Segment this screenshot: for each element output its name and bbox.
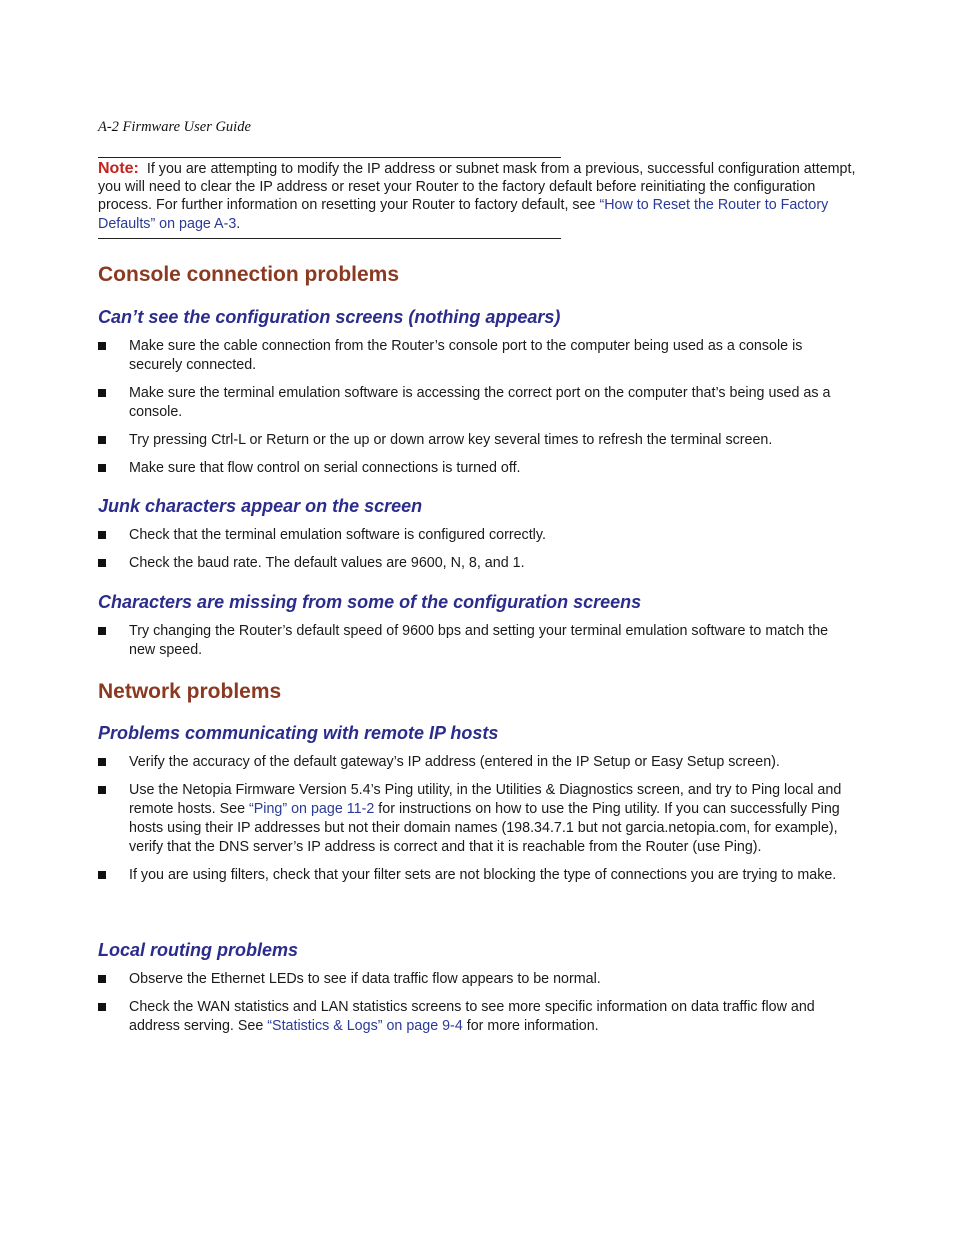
list-item <box>98 554 858 573</box>
list-item-text-cont: for instructions on how to use the Ping utility. If you can successfully Ping hosts using their IP addresses but not their domain names (198.34.7.1 but not garcia.netopia.com, for example), verify that the DNS server’s IP address is correct and that it is reachable from the Router (use Ping). <box>129 801 840 855</box>
bullet-square-icon <box>98 436 106 444</box>
note-suffix: . <box>236 215 241 232</box>
note-text <box>98 158 858 238</box>
list-item-text: Try changing the Router’s default speed of 9600 bps and setting your terminal emulation software to match the new speed. <box>129 623 829 658</box>
bullet-square-icon <box>98 786 106 794</box>
list-item <box>98 431 858 450</box>
list-item-text: Check the baud rate. The default values are 9600, N, 8, and 1. <box>129 555 525 571</box>
list-item-text: Observe the Ethernet LEDs to see if data traffic flow appears to be normal. <box>129 971 601 987</box>
bullet-square-icon <box>98 342 106 350</box>
heading-characters-missing: Characters are missing from some of the configuration screens <box>98 592 642 612</box>
list-junk-characters <box>98 526 858 582</box>
list-item-text: Verify the accuracy of the default gateway’s IP address (entered in the IP Setup or Easy Setup screen). <box>129 754 780 770</box>
note-label: Note: <box>98 160 139 177</box>
heading-local-routing-problems: Local routing problems <box>98 940 299 960</box>
note-bottom-rule <box>98 238 561 239</box>
list-item <box>98 337 858 375</box>
list-item <box>98 526 858 545</box>
list-item-text: If you are using filters, check that your filter sets are not blocking the type of connections you are trying to make. <box>129 867 837 883</box>
list-item <box>98 384 858 422</box>
list-item-text-cont: for more information. <box>462 1018 599 1034</box>
bullet-square-icon <box>98 627 106 635</box>
heading-console-connection-problems: Console connection problems <box>98 263 400 286</box>
list-item <box>98 753 858 772</box>
list-item-text: Check the WAN statistics and LAN statistics screens to see more specific information on data traffic flow and address serving. See <box>129 999 815 1034</box>
ping-link[interactable]: “Ping” on page 11-2 <box>249 801 375 817</box>
bullet-square-icon <box>98 975 106 983</box>
list-cant-see-screens <box>98 337 858 487</box>
list-item-text: Make sure that flow control on serial connections is turned off. <box>129 460 521 476</box>
heading-junk-characters: Junk characters appear on the screen <box>98 496 423 516</box>
list-characters-missing <box>98 622 858 669</box>
heading-network-problems: Network problems <box>98 680 282 703</box>
statistics-logs-link[interactable]: “Statistics & Logs” on page 9-4 <box>267 1018 463 1034</box>
list-item-text: Make sure the terminal emulation software is accessing the correct port on the computer that’s being used as a console. <box>129 385 831 420</box>
list-item <box>98 781 858 857</box>
list-item-text: Try pressing Ctrl-L or Return or the up or down arrow key several times to refresh the terminal screen. <box>129 432 773 448</box>
list-item <box>98 622 858 660</box>
bullet-square-icon <box>98 464 106 472</box>
bullet-square-icon <box>98 389 106 397</box>
bullet-square-icon <box>98 758 106 766</box>
bullet-square-icon <box>98 559 106 567</box>
list-local-routing <box>98 970 858 1045</box>
running-header: A-2 Firmware User Guide <box>98 119 251 135</box>
list-item-text: Check that the terminal emulation software is configured correctly. <box>129 527 546 543</box>
heading-remote-ip-hosts: Problems communicating with remote IP hosts <box>98 723 499 743</box>
list-item <box>98 998 858 1036</box>
list-item <box>98 866 858 885</box>
heading-cant-see-configuration-screens: Can’t see the configuration screens (nothing appears) <box>98 307 561 327</box>
bullet-square-icon <box>98 871 106 879</box>
list-remote-ip-hosts <box>98 753 858 894</box>
list-item <box>98 459 858 478</box>
note-box <box>98 157 858 239</box>
bullet-square-icon <box>98 1003 106 1011</box>
list-item-text: Use the Netopia Firmware Version 5.4’s Ping utility, in the Utilities & Diagnostics screen, and try to Ping local and remote hosts. See <box>129 782 842 817</box>
list-item-text: Make sure the cable connection from the Router’s console port to the computer being used as a console is securely connected. <box>129 338 803 373</box>
note-body: If you are attempting to modify the IP address or subnet mask from a previous, successful configuration attempt, you will need to clear the IP address or reset your Router to the factory default before reinitiating the configuration process. For further information on resetting your Router to factory default, see <box>98 161 856 214</box>
bullet-square-icon <box>98 531 106 539</box>
reset-defaults-link[interactable]: “How to Reset the Router to Factory Defaults” on page A-3 <box>98 197 829 232</box>
list-item <box>98 970 858 989</box>
